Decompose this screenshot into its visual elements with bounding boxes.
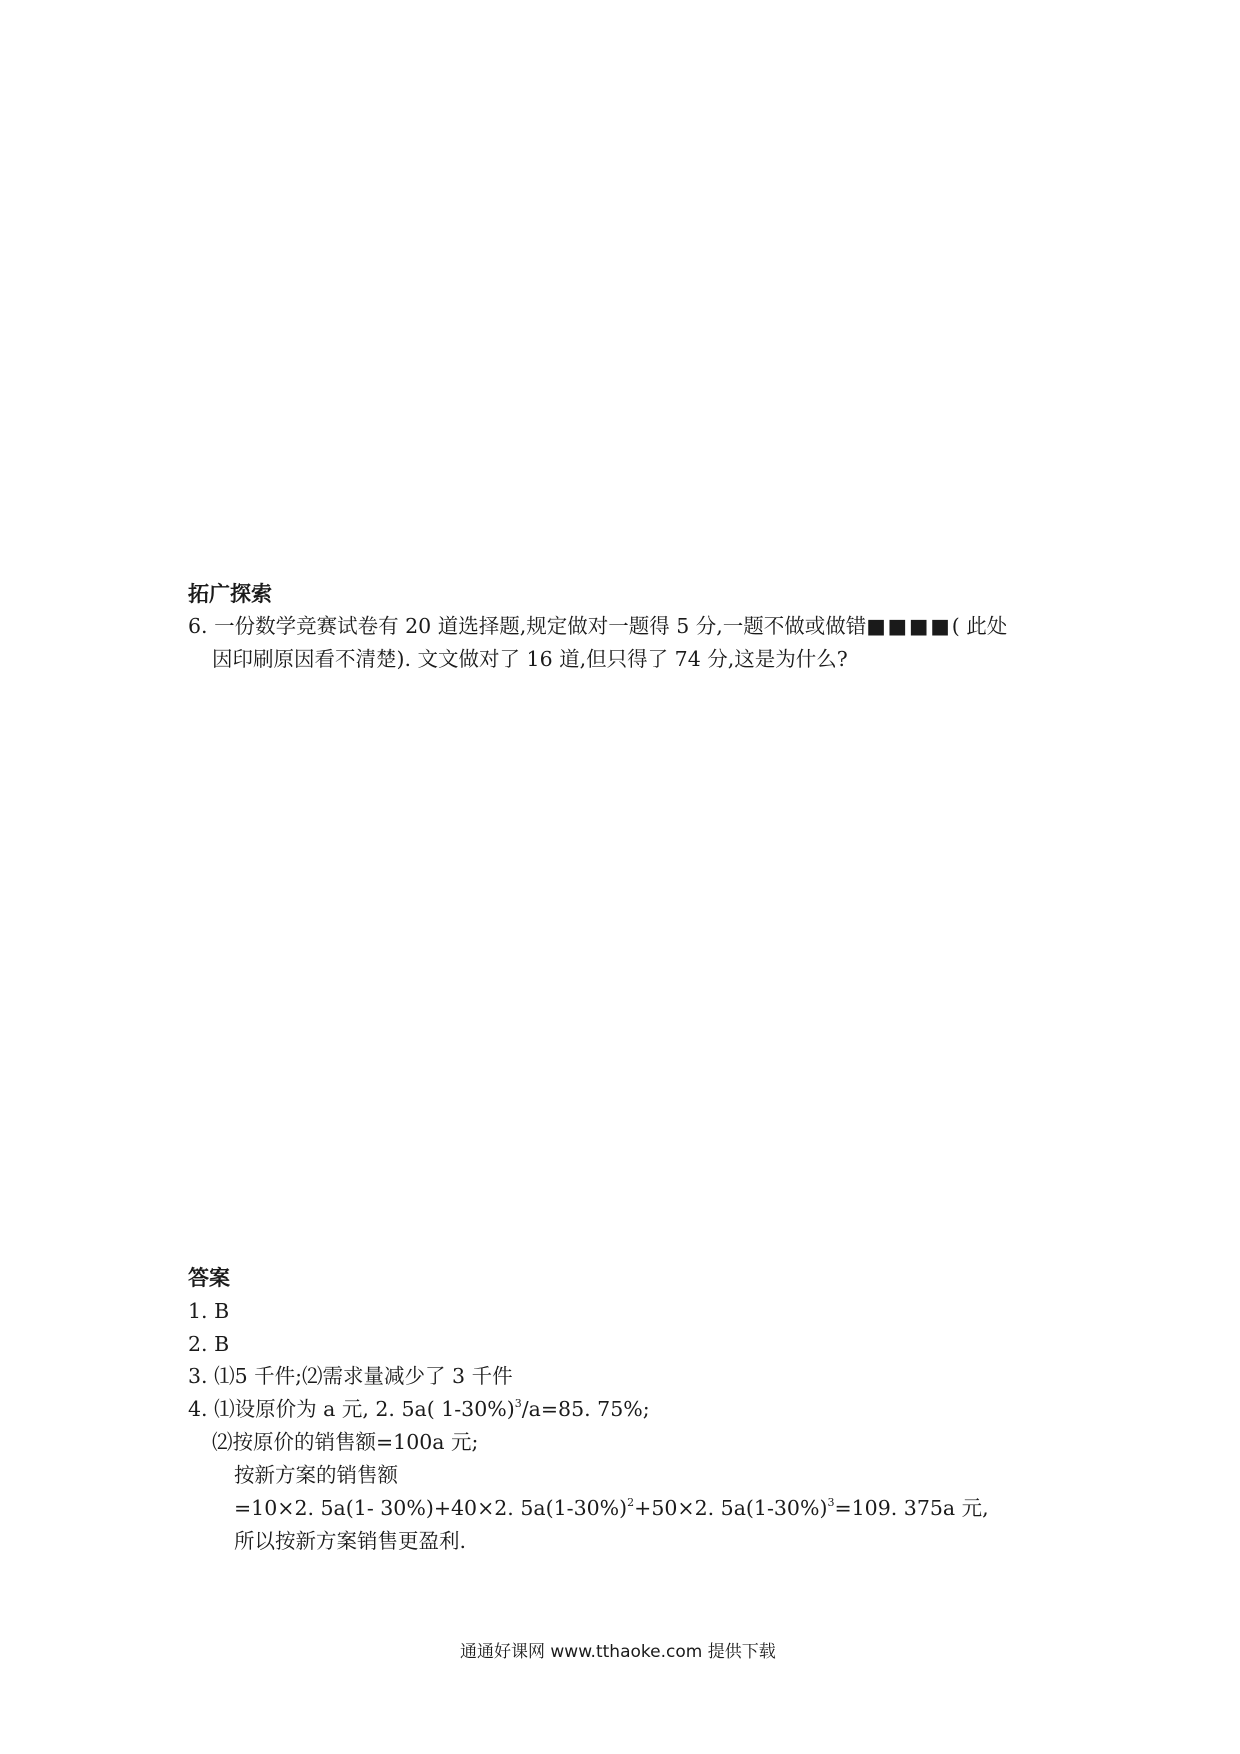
answer-2: 2. B: [188, 1332, 230, 1356]
question-6-line-1: [188, 612, 1007, 640]
answer-3: 3. ⑴5 千件;⑵需求量减少了 3 千件: [188, 1364, 513, 1388]
explore-heading: 拓广探索: [188, 582, 272, 606]
formula-segment-3: =109. 375a 元,: [834, 1496, 989, 1520]
exponent: 2: [627, 1496, 635, 1509]
answer-4-part-1-result: /a=85. 75%;: [521, 1397, 650, 1421]
exponent: 3: [827, 1496, 835, 1509]
page-footer: 通通好课网 www.tthaoke.com 提供下载: [460, 1642, 776, 1662]
answer-4-part-4: [234, 1494, 989, 1522]
formula-segment-2: +50×2. 5a(1-30%): [634, 1496, 828, 1520]
question-6-line-2: 因印刷原因看不清楚). 文文做对了 16 道,但只得了 74 分,这是为什么?: [212, 647, 848, 671]
blacked-out-text: ■■■■: [866, 614, 952, 638]
question-6-text-b: ( 此处: [951, 614, 1008, 638]
answer-4-part-1-text: 4. ⑴设原价为 a 元, 2. 5a( 1-30%): [188, 1397, 515, 1421]
answers-heading: 答案: [188, 1266, 230, 1290]
formula-segment-1: =10×2. 5a(1- 30%)+40×2. 5a(1-30%): [234, 1496, 628, 1520]
question-6-text-a: 6. 一份数学竞赛试卷有 20 道选择题,规定做对一题得 5 分,一题不做或做错: [188, 614, 867, 638]
answer-4-part-5: 所以按新方案销售更盈利.: [234, 1529, 467, 1553]
exponent: 3: [514, 1397, 522, 1410]
answer-4-part-2: ⑵按原价的销售额=100a 元;: [212, 1430, 479, 1454]
answer-4-part-3: 按新方案的销售额: [234, 1463, 398, 1487]
answer-1: 1. B: [188, 1299, 230, 1323]
answer-4-part-1: [188, 1395, 650, 1423]
